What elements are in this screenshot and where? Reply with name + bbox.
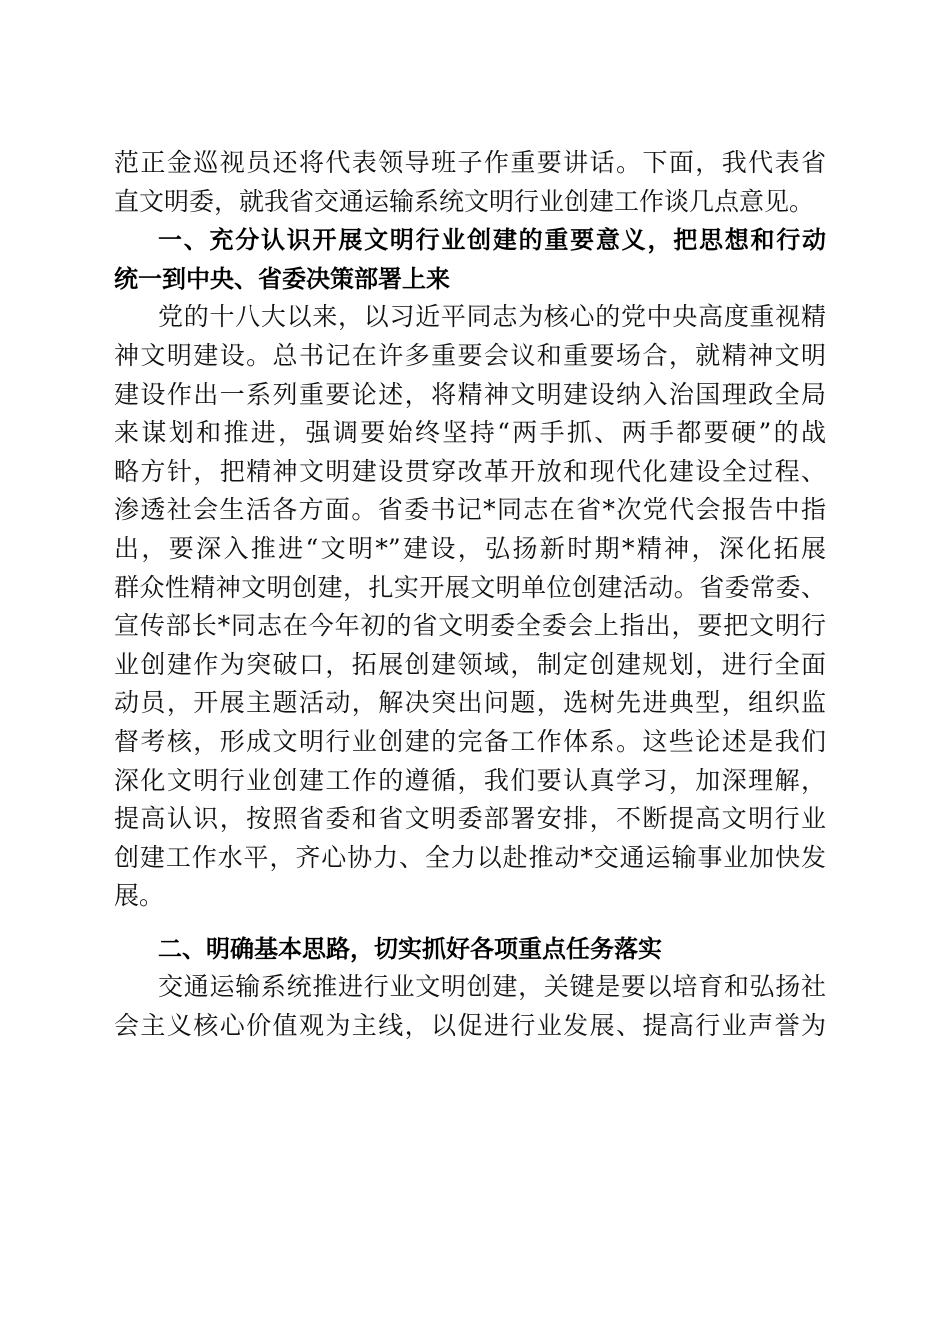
text-line: 宣传部长*同志在今年初的省文明委全委会上指出，要把文明行 <box>114 611 826 641</box>
section-2-paragraph <box>114 968 826 1045</box>
text-line: 出，要深入推进“文明*”建设，弘扬新时期*精神，深化拓展 <box>114 533 826 563</box>
section-2-heading <box>114 930 826 969</box>
text-line: 展。 <box>114 881 165 911</box>
text-line: 范正金巡视员还将代表领导班子作重要讲话。下面，我代表省 <box>114 148 826 177</box>
heading-line: 一、充分认识开展文明行业创建的重要意义，把思想和行动 <box>158 226 826 255</box>
document-body <box>114 144 826 1046</box>
text-line: 提高认识，按照省委和省文明委部署安排，不断提高文明行业 <box>114 804 826 834</box>
text-line: 督考核，形成文明行业创建的完备工作体系。这些论述是我们 <box>114 726 826 756</box>
text-line: 业创建作为突破口，拓展创建领域，制定创建规划，进行全面 <box>114 649 826 679</box>
text-line: 创建工作水平，齐心协力、全力以赴推动*交通运输事业加快发 <box>114 842 826 872</box>
text-line: 神文明建设。总书记在许多重要会议和重要场合，就精神文明 <box>114 340 826 370</box>
heading-line: 二、明确基本思路，切实抓好各项重点任务落实 <box>158 934 662 963</box>
text-line: 渗透社会生活各方面。省委书记*同志在省*次党代会报告中指 <box>114 495 826 525</box>
text-line: 群众性精神文明创建，扎实开展文明单位创建活动。省委常委、 <box>114 572 826 602</box>
text-line: 来谋划和推进，强调要始终坚持“两手抓、两手都要硬”的战 <box>114 418 826 448</box>
text-line: 党的十八大以来，以习近平同志为核心的党中央高度重视精 <box>158 302 826 332</box>
text-line: 直文明委，就我省交通运输系统文明行业创建工作谈几点意见。 <box>114 186 815 216</box>
text-line: 交通运输系统推进行业文明创建，关键是要以培育和弘扬社 <box>158 972 826 1002</box>
text-line: 深化文明行业创建工作的遵循，我们要认真学习，加深理解， <box>114 765 826 795</box>
intro-paragraph <box>114 144 826 221</box>
text-line: 略方针，把精神文明建设贯穿改革开放和现代化建设全过程、 <box>114 456 826 486</box>
text-line: 会主义核心价值观为主线，以促进行业发展、提高行业声誉为 <box>114 1011 826 1041</box>
heading-line: 统一到中央、省委决策部署上来 <box>114 264 450 293</box>
section-1-heading <box>114 221 826 298</box>
text-line: 建设作出一系列重要论述，将精神文明建设纳入治国理政全局 <box>114 379 826 409</box>
section-1-paragraph <box>114 298 826 916</box>
text-line: 动员，开展主题活动，解决突出问题，选树先进典型，组织监 <box>114 688 826 718</box>
